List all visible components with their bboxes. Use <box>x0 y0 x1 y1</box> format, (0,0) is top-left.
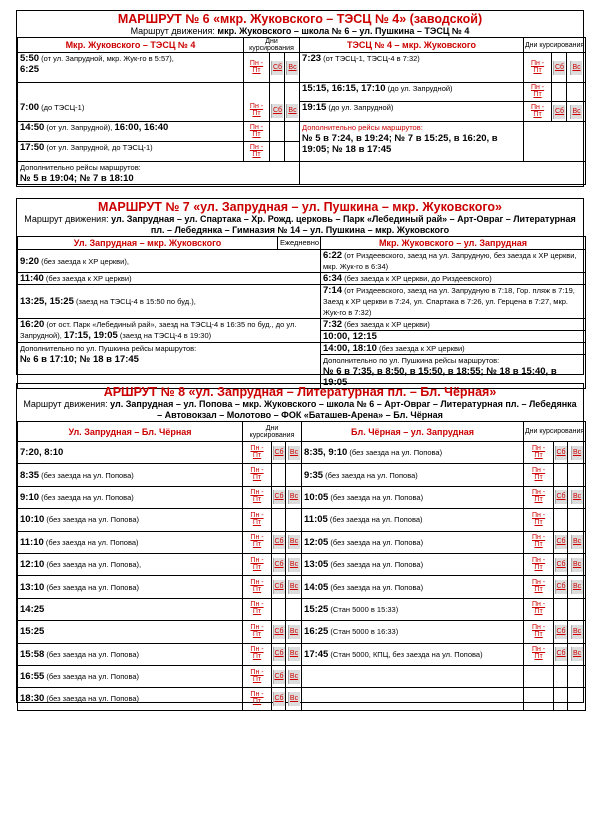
table-row: 15:25 Пн - Пт Сб Вс 16:25 (Стан 5000 в 16:33) Пн - Пт Сб Вс <box>18 621 586 643</box>
table-row: 13:10 (без заезда на ул. Попова) Пн - Пт Сб Вс 14:05 (без заезда на ул. Попова) Пн - Пт Сб Вс <box>18 576 586 598</box>
table-row: 11:10 (без заезда на ул. Попова) Пн - Пт Сб Вс 12:05 (без заезда на ул. Попова) Пн - Пт Сб Вс <box>18 531 586 553</box>
table-row: 18:30 (без заезда на ул. Попова) Пн - Пт Сб Вс <box>18 688 586 710</box>
table-row: Дополнительно по ул. Пушкина рейсы маршрутов: № 6 в 7:35, в 8:50, в 15:50, в 18:55; № 18 в 15:40, в 19:05 <box>18 355 586 389</box>
table-row: 8:35 (без заезда на ул. Попова) Пн - Пт 9:35 (без заезда на ул. Попова) Пн - Пт <box>18 464 586 486</box>
table-row: 14:50 (от ул. Запрудной), 16:00, 16:40 Пн - Пт Дополнительно рейсы маршрутов: № 5 в 7:24, в 19:24; № 7 в 15:25, в 16:20, в 19:05; № 18 в 17:45 <box>18 122 586 142</box>
route-8-table <box>17 421 586 711</box>
table-row: 9:10 (без заезда на ул. Попова) Пн - Пт Сб Вс 10:05 (без заезда на ул. Попова) Пн - Пт Сб Вс <box>18 486 586 508</box>
route-8-right-direction: Бл. Чёрная – ул. Запрудная <box>302 422 524 442</box>
route-7-title: МАРШРУТ № 7 «ул. Запрудная – ул. Пушкина – мкр. Жуковского» <box>97 200 503 214</box>
route-8-left-direction: Ул. Запрудная – Бл. Чёрная <box>18 422 243 442</box>
days-header: Дни курсирования <box>243 422 302 442</box>
table-row: 7:20, 8:10 Пн - Пт Сб Вс 8:35, 9:10 (без заезда на ул. Попова) Пн - Пт Сб Вс <box>18 442 586 464</box>
table-row: 9:20 (без заезда к ХР церкви), 6:22 (от Риздеевского, заезд на ул. Запрудную, без заезда к ХР церкви, мкр. Жук-го в 6:34) <box>18 250 586 273</box>
route-7-table <box>17 236 586 389</box>
days-header: Дни курсирования <box>524 38 586 53</box>
table-row: 5:50 (от ул. Запрудной, мкр. Жук-го в 5:57), 6:25 Пн - Пт Сб Вс 7:23 (от ТЭСЦ-1, ТЭСЦ-4 в 7:32) Пн - Пт Сб Вс <box>18 53 586 83</box>
route-7-block <box>16 198 584 388</box>
table-row: 15:15, 16:15, 17:10 (до ул. Запрудной) Пн - Пт <box>18 83 586 102</box>
route-7-right-direction: Мкр. Жуковского – ул. Запрудная <box>321 237 586 250</box>
table-row: 16:20 (от ост. Парк «Лебединый рай», заезд на ТЭСЦ-4 в 16:35 по буд., до ул. Запрудной), 17:15, 19:05 (заезд на ТЭСЦ-4 в 19:30) 7:32 (без заезда к ХР церкви) <box>18 319 586 331</box>
table-row: 10:00, 12:15 <box>18 331 586 343</box>
route-6-block <box>16 10 584 187</box>
days-header: Дни курсирования <box>244 38 300 53</box>
table-row: 11:40 (без заезда к ХР церкви) 6:34 (без заезда к ХР церкви, до Риздеевского) <box>18 273 586 285</box>
table-row: Дополнительно рейсы маршрутов: № 5 в 19:04; № 7 в 18:10 <box>18 162 586 185</box>
table-row: 13:25, 15:25 (заезд на ТЭСЦ-4 в 15:50 по буд.), 7:14 (от Риздеевского, заезд на ул. Запрудную в 7:18, Гор. пляж в 7:19, Заезд к ХР церкви в 7:24, ул. Спартака в 7:26, ул. Герцена в 7:27, мкр. Жук-го в 7:32) <box>18 285 586 319</box>
table-row: 12:10 (без заезда на ул. Попова), Пн - Пт Сб Вс 13:05 (без заезда на ул. Попова) Пн - Пт Сб Вс <box>18 553 586 575</box>
table-row: 15:58 (без заезда на ул. Попова) Пн - Пт Сб Вс 17:45 (Стан 5000, КПЦ, без заезда на ул. Попова) Пн - Пт Сб Вс <box>18 643 586 665</box>
table-row: 10:10 (без заезда на ул. Попова) Пн - Пт 11:05 (без заезда на ул. Попова) Пн - Пт <box>18 509 586 531</box>
table-row: 17:50 (от ул. Запрудной, до ТЭСЦ-1) Пн - Пт <box>18 142 586 162</box>
route-7-left-direction: Ул. Запрудная – мкр. Жуковского <box>18 237 278 250</box>
days-header: Дни курсирования <box>524 422 586 442</box>
table-row: 16:55 (без заезда на ул. Попова) Пн - Пт Сб Вс <box>18 665 586 687</box>
route-8-title: АРШРУТ № 8 «ул. Запрудная – Литературная пл. – Бл. Чёрная» <box>103 385 497 399</box>
table-row: 14:25 Пн - Пт 15:25 (Стан 5000 в 15:33) Пн - Пт <box>18 598 586 620</box>
route-8-path: Маршрут движения: ул. Запрудная – ул. Попова – мкр. Жуковского – школа № 6 – Арт-Овраг – Литературная пл. – Лебедянка – Автовокзал – Молотово – ФОК «Баташев-Арена» – Бл. Чёрная <box>23 399 577 420</box>
route-8-block <box>16 383 584 703</box>
route-7-daily: Ежедневно <box>278 237 321 250</box>
table-row: 7:00 (до ТЭСЦ-1) Пн - Пт Сб Вс 19:15 (до ул. Запрудной) Пн - Пт Сб Вс <box>18 102 586 122</box>
route-7-path: Маршрут движения: ул. Запрудная – ул. Спартака – Хр. Рожд. церковь – Парк «Лебединый рай» – Арт-Овраг – Литературная пл. – Лебедянка – Гимназия № 14 – ул. Пушкина – мкр. Жуковского <box>24 214 576 235</box>
route-6-path: Маршрут движения: мкр. Жуковского – школа № 6 – ул. Пушкина – ТЭСЦ № 4 <box>130 26 470 36</box>
route-6-title: МАРШРУТ № 6 «мкр. Жуковского – ТЭСЦ № 4» (заводской) <box>117 12 483 26</box>
table-row: Дополнительно по ул. Пушкина рейсы маршрутов: № 6 в 17:10; № 18 в 17:45 14:00, 18:10 (без заезда к ХР церкви) <box>18 343 586 355</box>
route-6-left-direction: Мкр. Жуковского – ТЭСЦ № 4 <box>18 38 244 53</box>
route-6-right-direction: ТЭСЦ № 4 – мкр. Жуковского <box>300 38 524 53</box>
route-6-table <box>17 37 586 185</box>
